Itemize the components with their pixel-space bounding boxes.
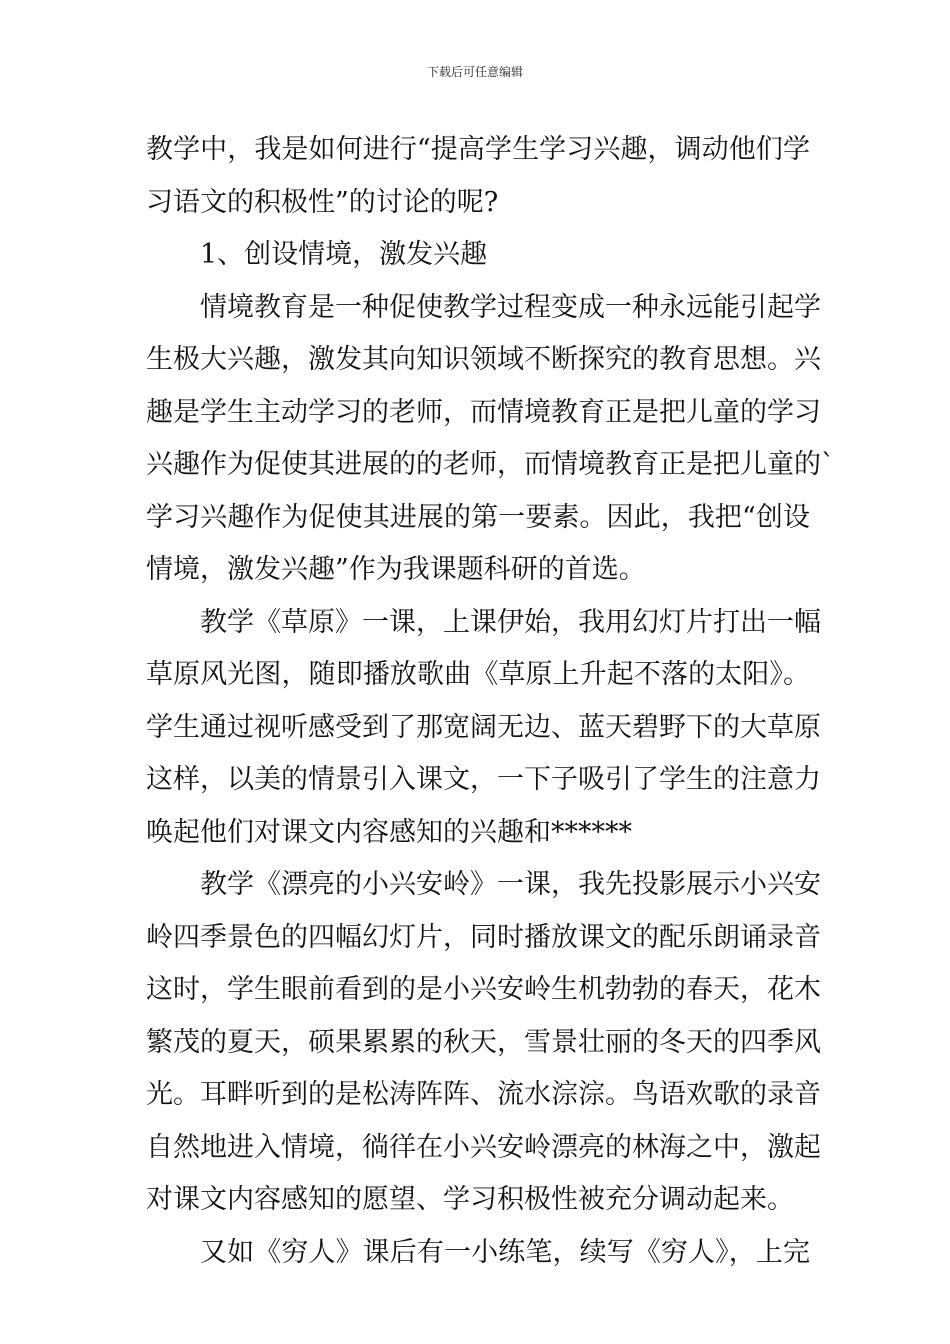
text-line: 习语文的积极性”的讨论的呢? — [146, 186, 499, 218]
section-heading: 1、创设情境，激发兴趣 — [200, 239, 488, 270]
text-line: 繁茂的夏天，硕果累累的秋天，雪景壮丽的冬天的四季风 — [146, 1026, 821, 1058]
page-header: 下载后可任意编辑 — [426, 65, 523, 79]
text-line: 学生通过视听感受到了那宽阔无边、蓝天碧野下的大草原 — [146, 711, 821, 743]
text-line: 教学中，我是如何进行“提高学生学习兴趣，调动他们学 — [146, 134, 810, 165]
text-line: 这时，学生眼前看到的是小兴安岭生机勃勃的春天，花木 — [146, 974, 821, 1005]
text-line: 教学《漂亮的小兴安岭》一课，我先投影展示小兴安 — [200, 869, 821, 900]
document-body — [146, 124, 835, 1279]
text-line: 这样，以美的情景引入课文，一下子吸引了学生的注意力 — [146, 764, 821, 795]
text-line: 对课文内容感知的愿望、学习积极性被充分调动起来。 — [146, 1184, 794, 1215]
text-line: 情境教育是一种促使教学过程变成一种永远能引起学 — [200, 291, 821, 323]
text-line: 自然地进入情境，徜徉在小兴安岭漂亮的林海之中，激起 — [146, 1131, 821, 1163]
text-line: 岭四季景色的四幅幻灯片，同时播放课文的配乐朗诵录音 — [146, 921, 821, 953]
text-line: 光。耳畔听到的是松涛阵阵、流水淙淙。鸟语欢歌的录音 — [146, 1079, 821, 1110]
text-line: 又如《穷人》课后有一小练笔，续写《穷人》，上完 — [200, 1236, 810, 1268]
text-line: 教学《草原》一课，上课伊始，我用幻灯片打出一幅 — [200, 606, 821, 638]
text-line: 兴趣作为促使其进展的的老师，而情境教育正是把儿童的` — [146, 449, 835, 480]
text-line: 学习兴趣作为促使其进展的第一要素。因此，我把“创设 — [146, 501, 810, 533]
text-line: 情境，激发兴趣”作为我课题科研的首选。 — [146, 554, 646, 585]
text-line: 唤起他们对课文内容感知的兴趣和****** — [146, 816, 632, 848]
text-line: 草原风光图，随即播放歌曲《草原上升起不落的太阳》。 — [146, 659, 810, 690]
text-line: 生极大兴趣，激发其向知识领域不断探究的教育思想。兴 — [146, 344, 821, 375]
text-line: 趣是学生主动学习的老师，而情境教育正是把儿童的学习 — [146, 396, 821, 428]
